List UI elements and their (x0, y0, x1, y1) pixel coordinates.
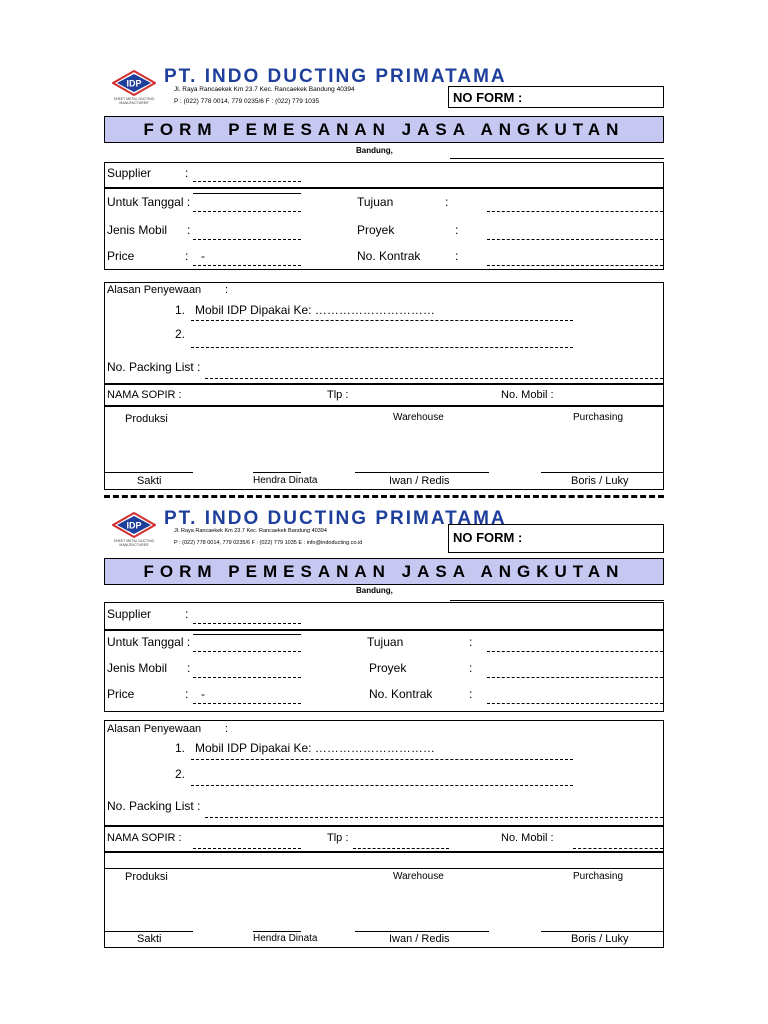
alasan-label: Alasan Penyewaan (107, 284, 202, 296)
tujuan-field[interactable] (487, 211, 663, 212)
details-box: Untuk Tanggal : Tujuan : Jenis Mobil : Proyek : Price : - No. Kontrak : (104, 188, 664, 270)
proyek-field[interactable] (487, 677, 663, 678)
city-label: Bandung, (356, 586, 393, 595)
tlp-label: Tlp : (327, 832, 349, 844)
item-1-text: Mobil IDP Dipakai Ke: ………………………… (195, 303, 435, 317)
company-phone: P : (022) 778 0014, 779 0235/6 F : (022) 779 1035 E : info@indoducting.co.id (174, 540, 363, 546)
no-kontrak-label: No. Kontrak (357, 249, 421, 263)
boris-name: Boris / Luky (571, 933, 629, 945)
supplier-field[interactable] (193, 181, 301, 182)
details-box: Untuk Tanggal : Tujuan : Jenis Mobil : Proyek : Price : - No. Kontrak : (104, 630, 664, 712)
sakti-name: Sakti (137, 933, 162, 945)
sakti-signature-line[interactable] (105, 931, 193, 932)
company-name: PT. INDO DUCTING PRIMATAMA (164, 66, 507, 87)
company-logo (112, 512, 156, 547)
hendra-name: Hendra Dinata (253, 933, 318, 944)
supplier-label: Supplier (107, 607, 152, 621)
signature-box (104, 868, 664, 948)
sopir-box (104, 384, 664, 406)
warehouse-label: Warehouse (393, 412, 444, 423)
untuk-tanggal-label: Untuk Tanggal : (107, 195, 191, 209)
sakti-name: Sakti (137, 475, 162, 487)
alasan-label: Alasan Penyewaan (107, 723, 202, 735)
order-form-1 (104, 66, 664, 487)
supplier-field[interactable] (193, 623, 301, 624)
price-value: - (201, 249, 205, 263)
packing-list-field[interactable] (205, 817, 663, 818)
iwan-signature-line[interactable] (355, 472, 489, 473)
packing-list-label: No. Packing List : (107, 360, 201, 374)
jenis-mobil-label: Jenis Mobil (107, 223, 168, 237)
proyek-label: Proyek (357, 223, 395, 237)
form-header (104, 508, 664, 558)
company-phone: P : (022) 778 0014, 779 0235/6 F : (022) 779 1035 (174, 98, 320, 105)
no-kontrak-field[interactable] (487, 703, 663, 704)
proyek-field[interactable] (487, 239, 663, 240)
price-field[interactable] (193, 703, 301, 704)
no-mobil-label: No. Mobil : (501, 832, 554, 844)
order-form-2 (104, 508, 664, 945)
price-field[interactable] (193, 265, 301, 266)
form-title: FORM PEMESANAN JASA ANGKUTAN (104, 558, 664, 585)
untuk-tanggal-field[interactable] (193, 211, 301, 212)
item-1-number: 1. (175, 303, 186, 317)
no-mobil-field[interactable] (573, 848, 663, 849)
item-2-number: 2. (175, 767, 186, 781)
hendra-name: Hendra Dinata (253, 475, 318, 486)
company-address: Jl. Raya Rancaekek Km 23.7 Kec. Rancaekek Bandung 40394 (174, 528, 327, 534)
item-1-number: 1. (175, 741, 186, 755)
form-title: FORM PEMESANAN JASA ANGKUTAN (104, 116, 664, 143)
no-kontrak-field[interactable] (487, 265, 663, 266)
cut-line-separator (104, 495, 664, 498)
warehouse-label: Warehouse (393, 871, 444, 882)
packing-list-label: No. Packing List : (107, 799, 201, 813)
price-value: - (201, 687, 205, 701)
logo-subtext: SHEET METAL DUCTING MANUFACTURER (113, 97, 155, 105)
iwan-name: Iwan / Redis (389, 933, 450, 945)
alasan-box: Alasan Penyewaan : 1. Mobil IDP Dipakai Ke: ………………………… 2. No. Packing List : (104, 282, 664, 384)
iwan-name: Iwan / Redis (389, 475, 450, 487)
packing-list-field[interactable] (205, 378, 663, 379)
date-line[interactable] (450, 600, 664, 601)
jenis-mobil-label: Jenis Mobil (107, 661, 168, 675)
purchasing-label: Purchasing (573, 871, 624, 882)
company-name: PT. INDO DUCTING PRIMATAMA (164, 508, 507, 529)
nama-sopir-label: NAMA SOPIR : (107, 389, 182, 401)
idp-logo-icon (112, 512, 156, 538)
hendra-signature-line[interactable] (253, 931, 301, 932)
jenis-mobil-field[interactable] (193, 239, 301, 240)
jenis-mobil-field[interactable] (193, 677, 301, 678)
alasan-box: Alasan Penyewaan : 1. Mobil IDP Dipakai Ke: ………………………… 2. No. Packing List : (104, 720, 664, 826)
item-1-field[interactable] (191, 759, 573, 760)
no-form-field[interactable]: NO FORM : (448, 524, 664, 553)
item-2-number: 2. (175, 327, 186, 341)
tujuan-field[interactable] (487, 651, 663, 652)
svg-text:IDP: IDP (126, 520, 142, 531)
produksi-label: Produksi (125, 413, 168, 425)
supplier-label: Supplier (107, 166, 152, 180)
boris-name: Boris / Luky (571, 475, 629, 487)
item-1-text: Mobil IDP Dipakai Ke: ………………………… (195, 741, 435, 755)
date-line[interactable] (450, 158, 664, 159)
boris-signature-line[interactable] (541, 472, 663, 473)
spacer-row (104, 852, 664, 868)
svg-text:IDP: IDP (126, 78, 142, 89)
idp-logo-icon (112, 70, 156, 96)
tlp-label: Tlp : (327, 389, 349, 401)
colon: : (185, 166, 189, 180)
item-1-field[interactable] (191, 320, 573, 321)
sakti-signature-line[interactable] (105, 472, 193, 473)
nama-sopir-field[interactable] (193, 848, 301, 849)
proyek-label: Proyek (369, 661, 407, 675)
logo-subtext: SHEET METAL DUCTING MANUFACTURER (113, 539, 155, 547)
company-logo (112, 70, 156, 105)
company-address: Jl. Raya Rancaekek Km 23.7 Kec. Rancaekek Bandung 40394 (174, 86, 355, 93)
hendra-signature-line[interactable] (253, 472, 301, 473)
item-2-field[interactable] (191, 347, 573, 348)
untuk-tanggal-label: Untuk Tanggal : (107, 635, 191, 649)
nama-sopir-label: NAMA SOPIR : (107, 832, 182, 844)
tujuan-label: Tujuan (367, 635, 404, 649)
price-label: Price (107, 687, 135, 701)
purchasing-label: Purchasing (573, 412, 624, 423)
no-mobil-label: No. Mobil : (501, 389, 554, 401)
item-2-field[interactable] (191, 785, 573, 786)
sopir-box (104, 826, 664, 852)
no-kontrak-label: No. Kontrak (369, 687, 433, 701)
produksi-label: Produksi (125, 871, 168, 883)
signature-box (104, 406, 664, 490)
iwan-signature-line[interactable] (355, 931, 489, 932)
supplier-box (104, 162, 664, 188)
supplier-box: Supplier : (104, 602, 664, 630)
untuk-tanggal-field[interactable] (193, 651, 301, 652)
city-label: Bandung, (356, 146, 393, 155)
tujuan-label: Tujuan (357, 195, 394, 209)
tlp-field[interactable] (353, 848, 449, 849)
form-header (104, 66, 664, 116)
boris-signature-line[interactable] (541, 931, 663, 932)
no-form-field[interactable]: NO FORM : (448, 86, 664, 108)
price-label: Price (107, 249, 135, 263)
